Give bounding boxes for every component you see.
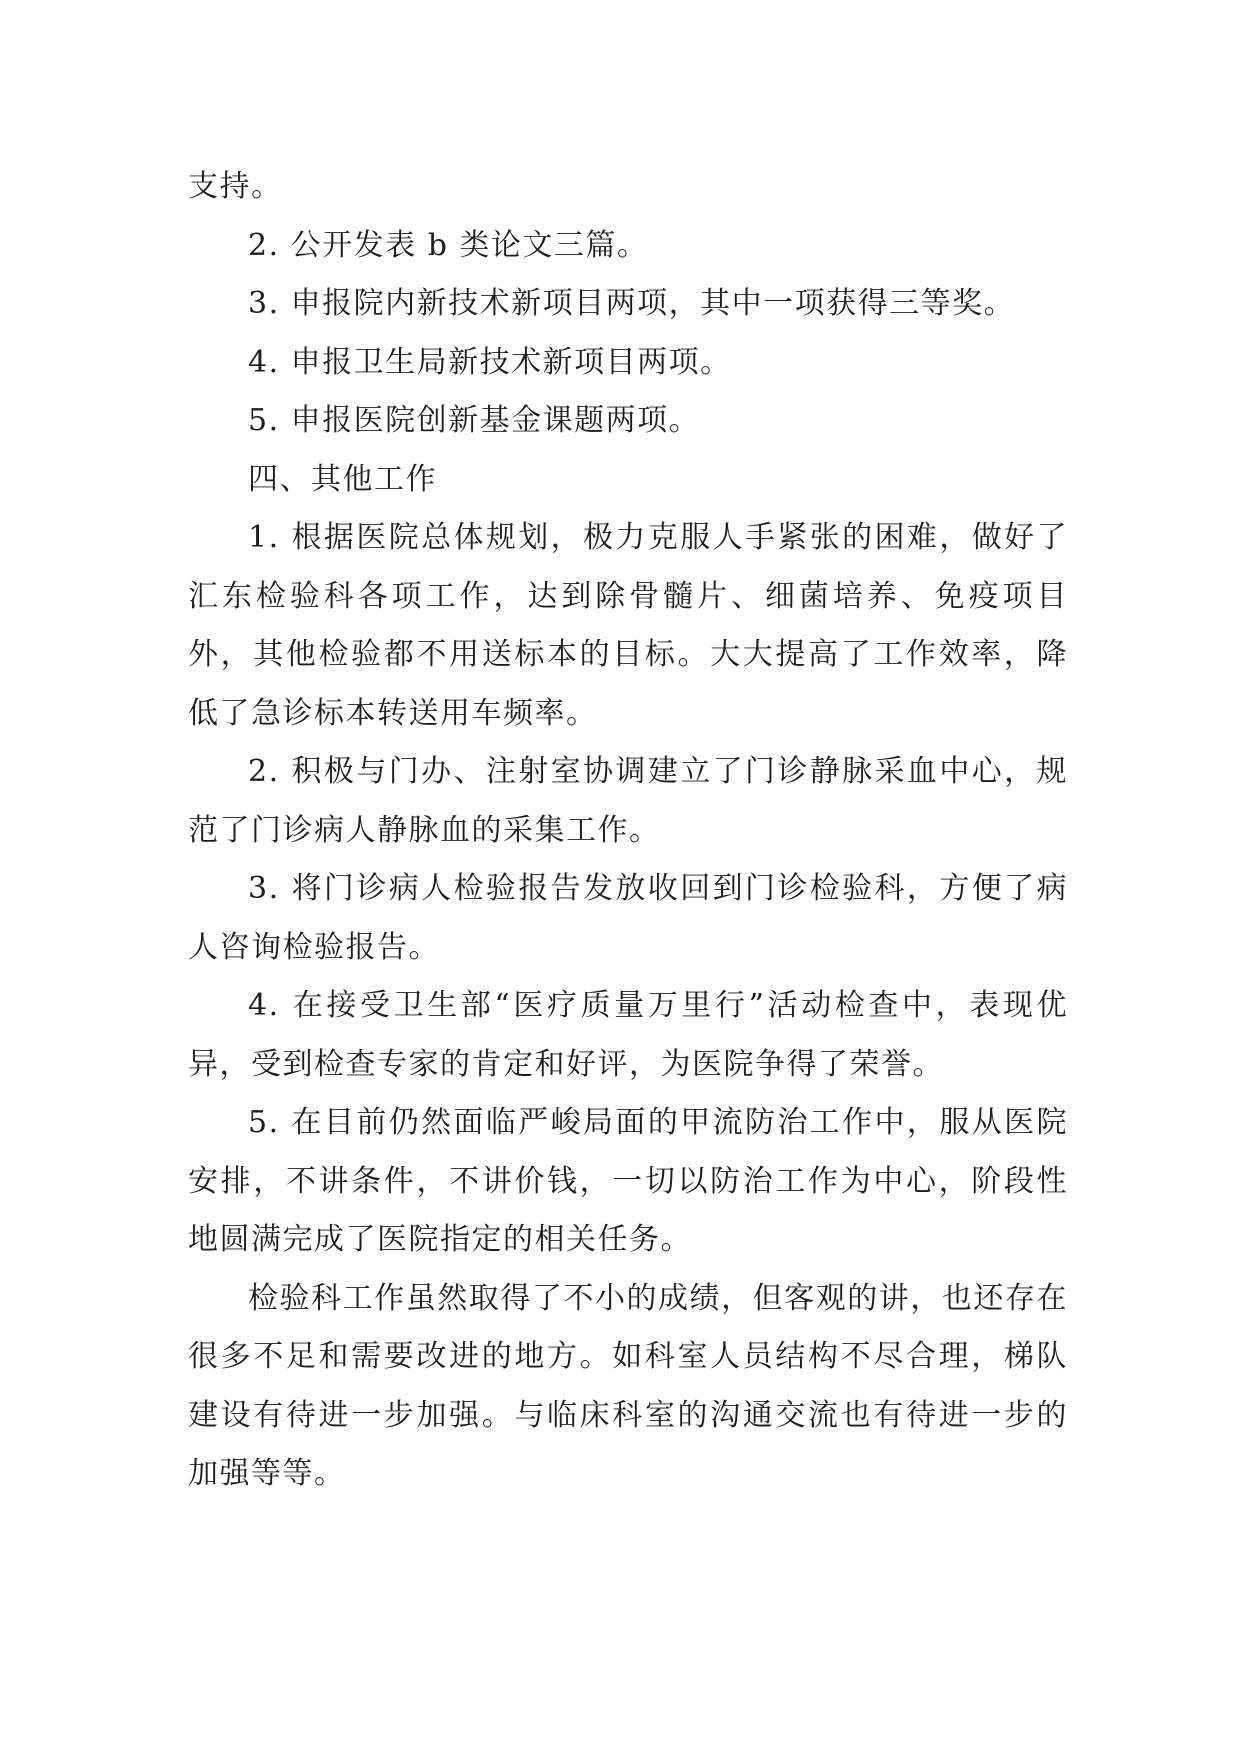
section-heading: 四、其他工作: [248, 461, 437, 497]
list-item: 5. 在目前仍然面临严峻局面的甲流防治工作中，服从医院安排，不讲条件，不讲价钱，一切以防治工作为中心，阶段性地圆满完成了医院指定的相关任务。: [188, 1105, 1068, 1257]
list-item: 2. 公开发表 b 类论文三篇。: [248, 227, 649, 263]
list-item: 3. 申报院内新技术新项目两项，其中一项获得三等奖。: [248, 286, 1016, 321]
body-paragraph: 检验科工作虽然取得了不小的成绩，但客观的讲，也还存在很多不足和需要改进的地方。如科室人员结构不尽合理，梯队建设有待进一步加强。与临床科室的沟通交流也有待进一步的加强等等。: [188, 1280, 1068, 1491]
list-item: 5. 申报医院创新基金课题两项。: [248, 403, 701, 438]
list-item: 2. 积极与门办、注射室协调建立了门诊静脉采血中心，规范了门诊病人静脉血的采集工作。: [188, 754, 1068, 848]
list-item: 3. 将门诊病人检验报告发放收回到门诊检验科，方便了病人咨询检验报告。: [188, 871, 1068, 965]
paragraph-continuation: 支持。: [188, 169, 283, 204]
list-item: 1. 根据医院总体规划，极力克服人手紧张的困难，做好了汇东检验科各项工作，达到除骨髓片、细菌培养、免疫项目外，其他检验都不用送标本的目标。大大提高了工作效率，降低了急诊标本转送用车频率。: [188, 520, 1068, 731]
list-item: 4. 申报卫生局新技术新项目两项。: [248, 344, 732, 380]
document-body: [188, 158, 1068, 1504]
list-item: 4. 在接受卫生部“医疗质量万里行”活动检查中，表现优异，受到检查专家的肯定和好评，为医院争得了荣誉。: [188, 988, 1068, 1082]
